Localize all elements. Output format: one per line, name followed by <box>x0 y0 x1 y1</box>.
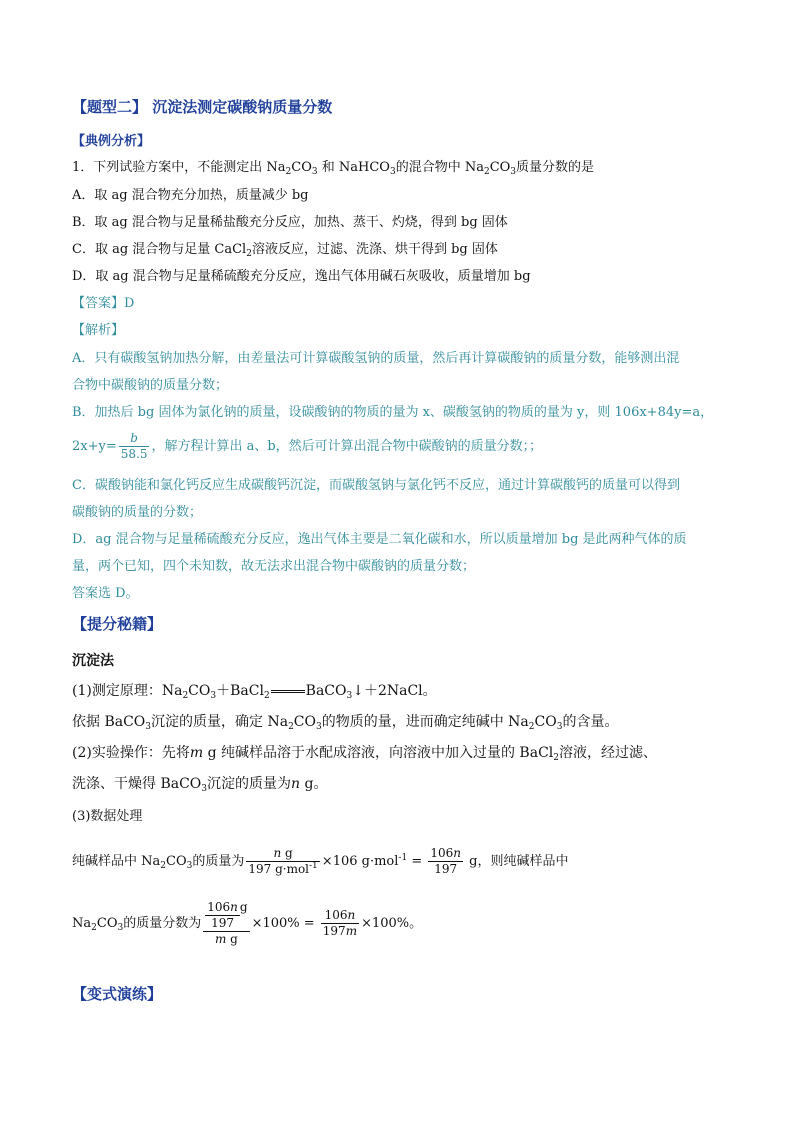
analysis-d-line2: 量，两个已知，四个未知数，故无法求出混合物中碳酸钠的质量分数； <box>72 559 476 574</box>
method-title: 沉淀法 <box>72 653 114 669</box>
result-fraction: $\frac{106n}{197}$ <box>430 846 461 876</box>
tips-heading: 【提分秘籍】 <box>72 615 163 633</box>
analysis-c-line1: C．碳酸钠能和氯化钙反应生成碳酸钙沉淀，而碳酸氢钠与氯化钙不反应，通过计算碳酸钙的质量可以得到 <box>72 478 680 493</box>
typical-analysis-heading: 【典例分析】 <box>72 134 151 149</box>
analysis-final: 答案选 D。 <box>72 586 139 601</box>
option-b: B．取 ag 混合物与足量稀盐酸充分反应，加热、蒸干、灼烧，得到 bg 固体 <box>72 215 508 230</box>
analysis-a-line2: 合物中碳酸钠的质量分数； <box>72 378 229 393</box>
variant-heading: 【变式演练】 <box>72 985 163 1003</box>
answer-label: 【答案】D <box>72 296 135 311</box>
b-fraction: $\frac{b}{58.5}$ <box>120 431 148 461</box>
operation-line1: (2)实验操作：先将m g 纯碱样品溶于水配成溶液，向溶液中加入过量的 BaCl$_2$溶液，经过滤、 <box>72 745 657 763</box>
final-fraction: $\frac{106n}{197m}$ <box>322 908 358 938</box>
option-d: D．取 ag 混合物与足量稀硫酸充分反应，逸出气体用碱石灰吸收，质量增加 bg <box>72 269 531 284</box>
principle-line: (1)测定原理：$Na_2CO_3+BaCl_2$ BaCO$_3$↓＋2NaCl。 <box>72 683 437 701</box>
mass-fraction: $\frac{\text{n g}}{197 g\cdot mol^{-1}}$ <box>248 846 318 876</box>
mass-fraction-compound: $\frac{106n}{197}$ g m g <box>203 900 249 947</box>
section-title: 【题型二】 沉淀法测定碳酸钠质量分数 <box>72 98 333 116</box>
basis-line: 依据 BaCO$_3$沉淀的质量，确定 $Na_2CO_3$的物质的量，进而确定纯碱中 $Na_2CO_3$的含量。 <box>72 714 619 732</box>
analysis-c-line2: 碳酸钠的质量的分数； <box>72 505 203 520</box>
data-processing-label: (3)数据处理 <box>72 809 143 824</box>
operation-line2: 洗涤、干燥得 BaCO$_3$沉淀的质量为n g。 <box>72 776 328 794</box>
option-a: A．取 ag 混合物充分加热，质量减少 bg <box>72 188 309 203</box>
option-c: C．取 ag 混合物与足量 CaCl$_2$溶液反应，过滤、洗涤、烘干得到 bg 固体 <box>72 242 498 259</box>
reaction-equals-sign <box>271 690 305 693</box>
question-line: 1．下列试验方案中，不能测定出 $Na_2CO_3$ 和 NaHCO$_3$的混合物中 $Na_2CO_3$质量分数的是 <box>72 160 595 177</box>
analysis-label: 【解析】 <box>72 323 125 338</box>
analysis-d-line1: D．ag 混合物与足量稀硫酸充分反应，逸出气体主要是二氧化碳和水，所以质量增加 bg 是此两种气体的质 <box>72 532 687 547</box>
analysis-b-line2: 2x+y= $\frac{b}{58.5}$ ，解方程计算出 a、b，然后可计算出混合物中碳酸钠的质量分数；； <box>72 431 543 461</box>
analysis-b-line1: B．加热后 bg 固体为氯化钠的质量，设碳酸钠的物质的量为 x、碳酸氢钠的物质的量为 y，则 106x+84y=a， <box>72 405 714 420</box>
calc-line1: 纯碱样品中 $Na_2CO_3$的质量为 $\frac{\text{n g}}{197 g\cdot mol^{-1}}$ ×106 g·mol$^{-1}$ = $\frac{106n}{197}$ g，则纯碱样品中 <box>72 846 569 876</box>
analysis-a-line1: A．只有碳酸氢钠加热分解，由差量法可计算碳酸氢钠的质量，然后再计算碳酸钠的质量分数，能够测出混 <box>72 351 680 366</box>
calc-line2: $Na_2CO_3$的质量分数为 $\frac{106n}{197}$ g m g ×100% = $\frac{106n}{197m}$ ×100%。 <box>72 900 423 946</box>
